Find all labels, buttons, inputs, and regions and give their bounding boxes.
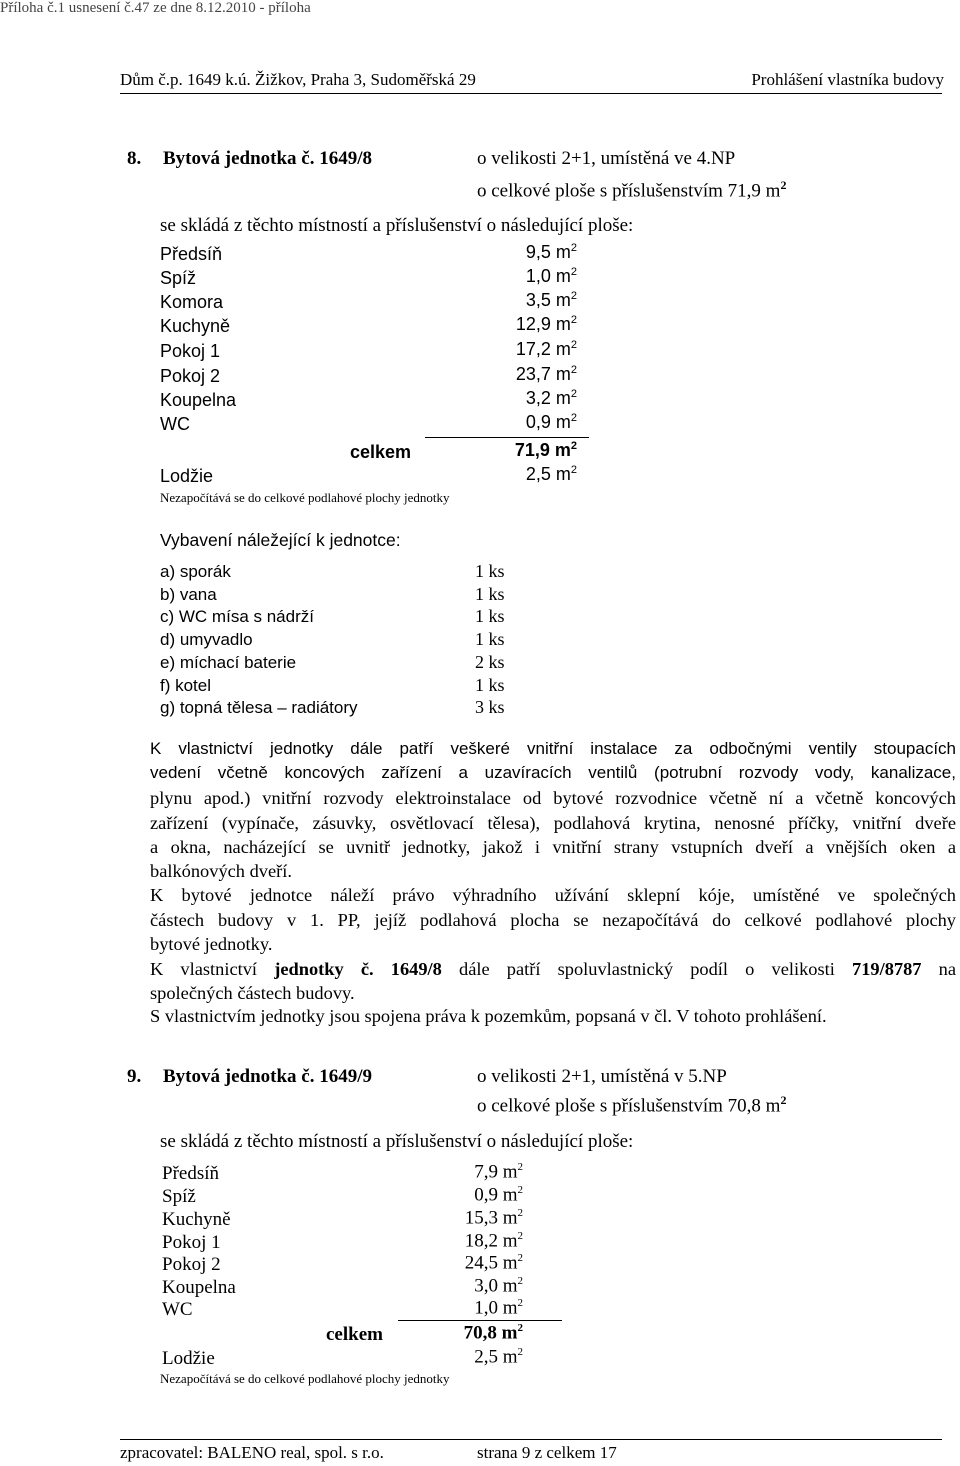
- equipment-item: e) míchací baterie: [160, 653, 297, 672]
- unit9-total-value: 70,8 $m^2$: [463, 1322, 523, 1344]
- unit8-total-value: 71,9 $m^2$: [514, 440, 577, 460]
- equipment-qty: 1 ks: [475, 675, 505, 695]
- unit8-size: o velikosti 2+1, umístěná ve 4.NP: [477, 148, 736, 169]
- room-name: Spíž: [162, 1186, 196, 1207]
- room-area: 3,0 $m^2$: [474, 1275, 523, 1297]
- equipment-qty: 3 ks: [475, 697, 505, 717]
- room-name: Koupelna: [162, 1277, 236, 1298]
- unit9-total-label: celkem: [326, 1324, 383, 1345]
- unit9-loggia-name: Lodžie: [162, 1348, 215, 1369]
- equipment-item: c) WC mísa s nádrží: [160, 607, 314, 626]
- room-name: Spíž: [160, 268, 197, 288]
- equipment-item: g) topná tělesa – radiátory: [160, 698, 358, 717]
- unit8-loggia-area: 2,5 $m^2$: [525, 464, 577, 484]
- room-area: 0,9 $m^2$: [525, 412, 577, 432]
- paragraph-line: bytové jednotky.: [150, 934, 273, 954]
- paragraph-line: vedení včetně koncových zařízení a uzavíracích ventilů (potrubní rozvody vody, kanalizace,: [150, 763, 956, 782]
- header-rule: [120, 93, 942, 94]
- room-name: Koupelna: [160, 390, 237, 410]
- footer-rule: [120, 1439, 942, 1440]
- unit8-paragraph-land: S vlastnictvím jednotky jsou spojena práva k pozemkům, popsaná v čl. V tohoto prohlášení.: [150, 1006, 827, 1026]
- unit8-total-rule: [425, 437, 589, 438]
- room-name: Pokoj 2: [162, 1254, 221, 1275]
- room-area: 15,3 $m^2$: [464, 1207, 523, 1229]
- unit9-composed-text: se skládá z těchto místností a příslušenství o následující ploše:: [160, 1131, 634, 1152]
- room-area: 3,5 $m^2$: [525, 290, 577, 310]
- room-name: Kuchyně: [160, 316, 231, 336]
- unit8-composed-text: se skládá z těchto místností a příslušenství o následující ploše:: [160, 215, 634, 236]
- footer-page-number: strana 9 z celkem 17: [477, 1443, 617, 1462]
- room-area: 9,5 $m^2$: [525, 242, 577, 262]
- room-area: 23,7 $m^2$: [515, 364, 577, 384]
- room-name: WC: [162, 1299, 193, 1320]
- equipment-item: d) umyvadlo: [160, 630, 253, 649]
- room-area: 17,2 $m^2$: [515, 339, 577, 359]
- equipment-qty: 2 ks: [475, 652, 505, 672]
- room-area: 12,9 $m^2$: [515, 314, 577, 334]
- paragraph-line: K bytové jednotce náleží právo výhradního užívání sklepní kóje, umístěné ve společných: [150, 885, 956, 905]
- room-name: Komora: [160, 292, 224, 312]
- equipment-qty: 1 ks: [475, 606, 505, 626]
- paragraph-line: K vlastnictví jednotky č. 1649/8 dále patří spoluvlastnický podíl o velikosti 719/8787 na: [150, 959, 956, 979]
- unit8-title: Bytová jednotka č. 1649/8: [163, 148, 372, 169]
- paragraph-line: K vlastnictví jednotky dále patří veškeré vnitřní instalace za odbočnými ventily stoupacích: [150, 739, 956, 758]
- room-name: Kuchyně: [162, 1209, 231, 1230]
- unit9-total-rule: [398, 1320, 562, 1321]
- room-area: 0,9 $m^2$: [474, 1184, 523, 1206]
- unit8-loggia-name: Lodžie: [160, 466, 214, 486]
- unit8-total-area: o celkové ploše s příslušenstvím 71,9 $m^2$: [477, 178, 787, 202]
- equipment-item: b) vana: [160, 585, 217, 604]
- paragraph-line: plynu apod.) vnitřní rozvody elektroinstalace od bytové rozvodnice včetně ní a včetně koncových: [150, 788, 956, 808]
- unit9-total-area: o celkové ploše s příslušenstvím 70,8 $m^2$: [477, 1093, 787, 1117]
- top-note: Příloha č.1 usnesení č.47 ze dne 8.12.2010 - příloha: [0, 0, 311, 16]
- room-name: Předsíň: [160, 244, 223, 264]
- unit9-number: 9.: [127, 1066, 142, 1087]
- equipment-title: Vybavení náležející k jednotce:: [160, 530, 401, 550]
- unit8-number: 8.: [127, 148, 142, 169]
- equipment-qty: 1 ks: [475, 584, 505, 604]
- equipment-item: a) sporák: [160, 562, 231, 581]
- room-area: 24,5 $m^2$: [464, 1252, 523, 1274]
- header-address: Dům č.p. 1649 k.ú. Žižkov, Praha 3, Sudoměřská 29: [120, 70, 476, 89]
- room-name: WC: [160, 414, 190, 434]
- unit8-total-label: celkem: [350, 442, 412, 462]
- header-doc-title: Prohlášení vlastníka budovy: [751, 70, 944, 89]
- unit9-loggia-area: 2,5 $m^2$: [474, 1346, 523, 1368]
- room-area: 1,0 $m^2$: [525, 266, 577, 286]
- unit9-loggia-note: Nezapočítává se do celkové podlahové plochy jednotky: [160, 1371, 450, 1386]
- equipment-qty: 1 ks: [475, 629, 505, 649]
- unit9-size: o velikosti 2+1, umístěná v 5.NP: [477, 1066, 727, 1087]
- room-area: 3,2 $m^2$: [525, 388, 577, 408]
- unit9-title: Bytová jednotka č. 1649/9: [163, 1066, 372, 1087]
- room-name: Předsíň: [162, 1163, 219, 1184]
- room-area: 1,0 $m^2$: [474, 1297, 523, 1319]
- room-name: Pokoj 1: [160, 341, 221, 361]
- room-name: Pokoj 2: [160, 366, 221, 386]
- paragraph-line: částech budovy v 1. PP, jejíž podlahová plocha se nezapočítává do celkové podlahové plochy: [150, 910, 956, 930]
- footer-author: zpracovatel: BALENO real, spol. s r.o.: [120, 1443, 384, 1462]
- equipment-item: f) kotel: [160, 676, 212, 695]
- paragraph-line: zařízení (vypínače, zásuvky, osvětlovací tělesa), podlahová krytina, nenosné příčky, vnitřní dveře: [150, 813, 956, 833]
- paragraph-line: a okna, nacházející se uvnitř jednotky, jakož i vnitřní strany vstupních dveří a vnějších oken a: [150, 837, 956, 857]
- paragraph-line: společných částech budovy.: [150, 983, 355, 1003]
- room-name: Pokoj 1: [162, 1232, 221, 1253]
- room-area: 7,9 $m^2$: [474, 1161, 523, 1183]
- room-area: 18,2 $m^2$: [464, 1230, 523, 1252]
- unit8-loggia-note: Nezapočítává se do celkové podlahové plochy jednotky: [160, 490, 450, 505]
- equipment-qty: 1 ks: [475, 561, 505, 581]
- paragraph-line: balkónových dveří.: [150, 861, 292, 881]
